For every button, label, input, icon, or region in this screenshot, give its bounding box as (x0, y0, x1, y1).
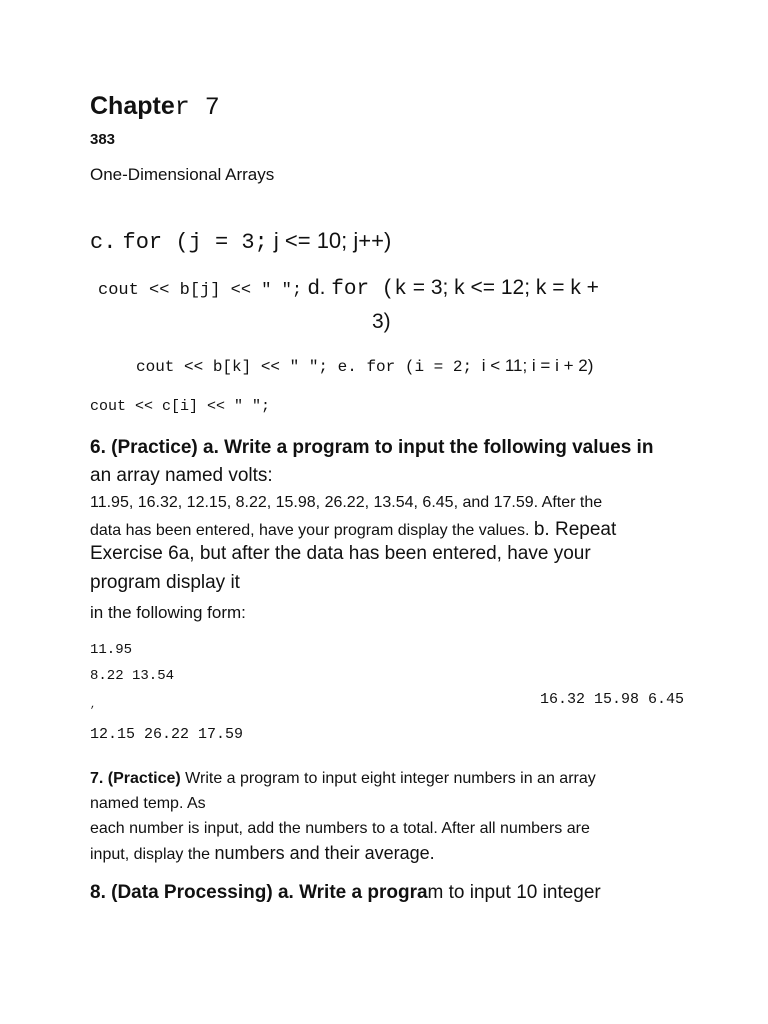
exercise-7-line3: each number is input, add the numbers to a total. After all numbers are (90, 820, 590, 837)
code-e-label: e. (337, 358, 357, 376)
exercise-6-values-line2-wrap (90, 516, 616, 544)
exercise-7-label: 7. (Practice) (90, 770, 181, 787)
code-d-cout: cout << b[j] << " "; (98, 281, 303, 300)
code-c-label: c. (90, 230, 117, 255)
exercise-8-label: 8. (Data Processing) a. Write a progra (90, 882, 428, 903)
exercise-7 (90, 766, 596, 867)
code-e-for: for (i = 2; (366, 358, 473, 376)
exercise-7-line2: named temp. As (90, 795, 206, 812)
code-line-cout-c: cout << c[i] << " "; (90, 398, 271, 415)
exercise-6-b-line2: Exercise 6a, but after the data has been entered, have your (90, 543, 591, 564)
exercise-7-line4a: input, display the (90, 846, 211, 863)
code-e-cout: cout << b[k] << " "; (136, 358, 329, 376)
code-c-rest: j <= 10; j++) (273, 228, 392, 253)
code-line-d-cont: 3) (372, 310, 391, 333)
exercise-6-values-line1: 11.95, 16.32, 12.15, 8.22, 15.98, 26.22, 13.54, 6.45, and 17.59. After the (90, 494, 603, 511)
display-row-4: , (90, 700, 97, 711)
section-title: One-Dimensional Arrays (90, 165, 275, 184)
chapter-number: r 7 (174, 93, 220, 122)
page-number: 383 (90, 131, 116, 148)
display-row-3: 16.32 15.98 6.45 (540, 691, 685, 708)
code-c-for: for (j = 3; (122, 230, 268, 255)
display-row-5: 12.15 26.22 17.59 (90, 726, 244, 743)
code-d-label: d. (307, 276, 326, 299)
exercise-6-title: (Practice) a. Write a program to input the following values in (111, 437, 654, 458)
exercise-8-rest: m to input 10 integer (427, 882, 601, 903)
exercise-6-b-label: b. Repeat (533, 519, 617, 540)
exercise-6-title-2: an array named volts: (90, 465, 273, 486)
code-e-rest: i < 11; i = i + 2) (481, 356, 594, 375)
exercise-6-values-line2: data has been entered, have your program display the values. (90, 522, 530, 539)
code-d-for: for (k (331, 278, 407, 301)
chapter-word: Chapte (90, 92, 175, 120)
exercise-6-b-line3: program display it (90, 572, 240, 593)
code-d-rest: = 3; k <= 12; k = k + (412, 276, 599, 299)
display-row-2: 8.22 13.54 (90, 668, 175, 684)
exercise-7-line4b: numbers and their average. (214, 843, 435, 863)
display-row-1: 11.95 (90, 642, 133, 658)
exercise-7-line1: Write a program to input eight integer numbers in an array (185, 770, 596, 787)
exercise-6-number: 6. (90, 437, 106, 458)
code-line-c (90, 228, 391, 255)
code-line-e (136, 356, 593, 376)
code-line-d (98, 276, 599, 301)
exercise-8 (90, 882, 601, 904)
exercise-6-heading (90, 434, 653, 490)
chapter-heading (90, 92, 220, 122)
exercise-6-form-text: in the following form: (90, 603, 246, 622)
